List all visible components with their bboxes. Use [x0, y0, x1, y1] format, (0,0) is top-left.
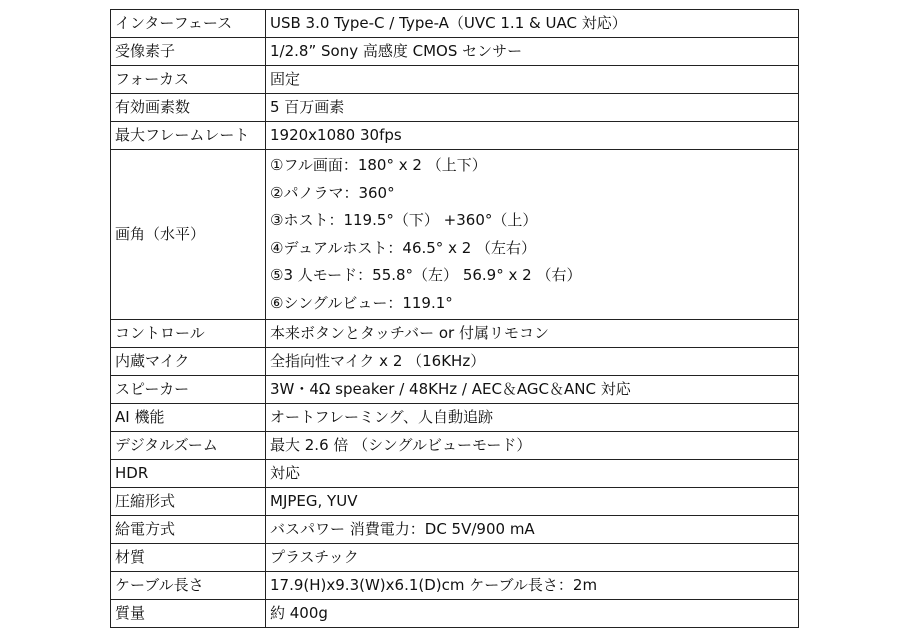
- table-row: [111, 94, 799, 122]
- row-label: 質量: [111, 600, 266, 628]
- row-label: 有効画素数: [111, 94, 266, 122]
- table-row: [111, 460, 799, 488]
- row-label: デジタルズーム: [111, 432, 266, 460]
- table-row: [111, 150, 799, 320]
- row-value: 固定: [266, 66, 799, 94]
- row-value: 1920x1080 30fps: [266, 122, 799, 150]
- table-row: [111, 122, 799, 150]
- row-label: 内蔵マイク: [111, 348, 266, 376]
- row-value: 全指向性マイク x 2 （16KHz）: [266, 348, 799, 376]
- table-row: [111, 38, 799, 66]
- row-value: 5 百万画素: [266, 94, 799, 122]
- row-value: 本来ボタンとタッチバー or 付属リモコン: [266, 320, 799, 348]
- row-value: 3W・4Ω speaker / 48KHz / AEC＆AGC＆ANC 対応: [266, 376, 799, 404]
- row-value: オートフレーミング、人自動追跡: [266, 404, 799, 432]
- angle-line: ⑥シングルビュー：119.1°: [270, 293, 453, 312]
- table-row: [111, 544, 799, 572]
- row-value: USB 3.0 Type-C / Type-A（UVC 1.1 & UAC 対応）: [266, 10, 799, 38]
- row-label: 画角（水平）: [111, 150, 266, 320]
- row-value-multiline: [266, 150, 799, 320]
- row-label: 圧縮形式: [111, 488, 266, 516]
- table-row: [111, 404, 799, 432]
- table-row: [111, 10, 799, 38]
- row-value: MJPEG, YUV: [266, 488, 799, 516]
- row-value: 対応: [266, 460, 799, 488]
- table-row: [111, 376, 799, 404]
- angle-line: ④デュアルホスト：46.5° x 2 （左右）: [270, 238, 537, 257]
- row-label: フォーカス: [111, 66, 266, 94]
- row-label: AI 機能: [111, 404, 266, 432]
- row-value: プラスチック: [266, 544, 799, 572]
- row-value: バスパワー 消費電力：DC 5V/900 mA: [266, 516, 799, 544]
- row-label: 最大フレームレート: [111, 122, 266, 150]
- row-value: 17.9(H)x9.3(W)x6.1(D)cm ケーブル長さ：2m: [266, 572, 799, 600]
- table-row: [111, 348, 799, 376]
- row-label: 材質: [111, 544, 266, 572]
- row-label: HDR: [111, 460, 266, 488]
- angle-line: ②パノラマ：360°: [270, 183, 395, 202]
- row-label: インターフェース: [111, 10, 266, 38]
- table-row: [111, 600, 799, 628]
- row-value: 1/2.8” Sony 高感度 CMOS センサー: [266, 38, 799, 66]
- table-row: [111, 516, 799, 544]
- table-row: [111, 572, 799, 600]
- row-label: ケーブル長さ: [111, 572, 266, 600]
- table-row: [111, 320, 799, 348]
- table-row: [111, 432, 799, 460]
- angle-line: ⑤3 人モード：55.8°（左） 56.9° x 2 （右）: [270, 266, 582, 284]
- spec-table: [110, 9, 799, 628]
- row-value: 最大 2.6 倍 （シングルビューモード）: [266, 432, 799, 460]
- row-label: 給電方式: [111, 516, 266, 544]
- row-value: 約 400g: [266, 600, 799, 628]
- angle-line: ①フル画面：180° x 2 （上下）: [270, 156, 487, 174]
- row-label: 受像素子: [111, 38, 266, 66]
- row-label: スピーカー: [111, 376, 266, 404]
- table-row: [111, 488, 799, 516]
- row-label: コントロール: [111, 320, 266, 348]
- table-row: [111, 66, 799, 94]
- angle-line: ③ホスト：119.5°（下） +360°（上）: [270, 211, 538, 229]
